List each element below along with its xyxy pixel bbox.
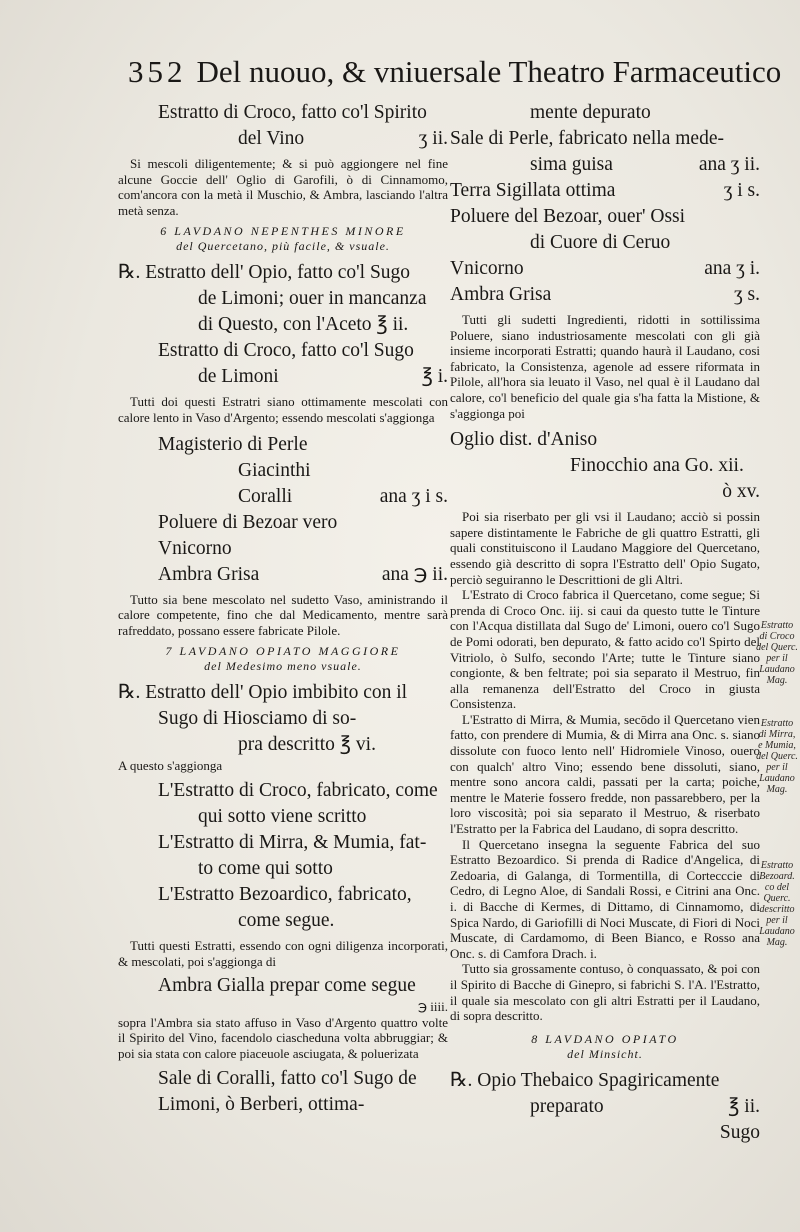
ingredient: del Vino [238,128,305,149]
text-line: di Cuore di Ceruo [530,232,671,253]
section-heading [450,1032,760,1047]
paragraph: sopra l'Ambra sia stato affuso in Vaso d'Argento quattro volte il Spirito del Vino, facendolo ciascheduna volta abbruggiar; & poi sia stata con calore piaceuole asciugata, & poluerizata [118,1014,448,1061]
text-line: Giacinthi [238,459,311,481]
text-line [118,484,448,510]
text-line: Sale di Perle, fabricato nella mede- [450,128,724,149]
text-line [450,152,760,178]
paragraph: L'Estratto di Mirra, & Mumia, secōdo il Quercetano vien fatto, con prendere di Mumia, & di Mirra ana Onc. s. siano dissolute con fuoco lento nell' Hidromiele Vinoso, ouero con qualch' altro Vino; essendo bene dissoluti, siano, mentre sono ancora caldi, passati per la carta; poiche, mentre le Materie fossero fredde, non passarebbero, per la loro viscosità; poi sia separato il Mestruo, & riserbato l'Estratto per la Fabrica del Laudano, di sopra descritto. [450,711,760,837]
text-line [118,126,448,152]
text-line: Finocchio ana Go. xii. [570,455,744,477]
paragraph: Tutti gli sudetti Ingredienti, ridotti in sottilissima Poluere, siano industriosamente mescolati con gli già insieme incorporati Estratti; quando haurà il Laudano, cosi fabricato, la Consistenza, agenole ad essere riformata in Pilole, all'hora sia leuato il Vaso, nel qual è il Laudano dal calore, co'l beneficio del quale gia s'ha fatta la Mistione, & s'aggionga poi [450,312,760,421]
text-line: ℞. Opio Thebaico Spagiricamente [450,1069,720,1091]
margin-note: Estratto di Croco del Querc. per il Laudano Mag. [756,620,798,686]
text-line: L'Estratto Bezoardico, fabricato, [158,883,412,905]
paragraph: Poi sia riserbato per gli vsi il Laudano; acciò si possin sapere distintamente le Fabriche de gli quattro Estratti, gli quali constituiscono il Laudano Maggiore del Quercetano, essendo già descritto di sopra l'Estratto dell' Opio Sugato, perciò seguiranno le Descrittioni de gli Altri. [450,509,760,587]
section-heading [118,644,448,659]
quantity: ℥ i. [421,366,448,388]
paragraph: L'Estrato di Croco fabrica il Quercetano, come segue; Si prenda di Croco Onc. iij. si caui da questo tutte le Tinture con l'Acqua distillata dal Sugo de' Limoni, ouero co'l Sugo de Pomi odorati, ben depurato, & fatto acido co'l Spirto del Vitriolo, ò Sulfo, secondo l'Arte; tutte le Tinture siano congionte, & ben feltrate; poi sia separato il Mestruo, fin alla remanenza dell'Estratto del Croco in giusta Consistenza. [450,587,760,712]
text-line [450,256,760,282]
text-line: Oglio dist. d'Aniso [450,429,598,451]
text-line: ℞. Estratto dell' Opio, fatto co'l Sugo [118,262,411,284]
text-line: Magisterio di Perle [158,433,308,455]
quantity: ana ʒ i. [704,258,760,279]
quantity: ʒ s. [734,284,760,305]
text-line: Vnicorno [158,537,232,559]
page-number: 352 [128,54,187,89]
text-line: mente depurato [530,102,651,123]
section-subtitle: del Minsicht. [567,1046,643,1061]
text-line: come segue. [238,909,335,931]
ingredient: de Limoni [198,366,279,388]
paragraph: Tutto sia bene mescolato nel sudetto Vaso, aministrando il calore competente, fino che dal Medicamento, mentre sarà rafreddato, possano essere fabricate Pilole. [118,591,448,638]
ingredient: Terra Sigillata ottima [450,180,616,201]
catchword: Sugo [719,1121,760,1143]
ingredient: sima guisa [530,154,613,175]
margin-note: Estratto di Mirra, e Mumia, del Querc. per il Laudano Mag. [756,718,798,795]
text-line: L'Estratto di Mirra, & Mumia, fat- [158,831,427,853]
text-line: qui sotto viene scritto [198,805,367,827]
text-line: Poluere del Bezoar, ouer' Ossi [450,206,686,227]
quantity: ʒ i s. [723,180,760,201]
text-line: de Limoni; ouer in mancanza [198,288,427,310]
ingredient: preparato [530,1095,604,1117]
paragraph: Si mescoli diligentemente; & si può aggiongere nel fine alcune Goccie dell' Oglio di Garofili, ò di Cinnamomo, com'ancora con la metà il Muschio, & Ambra, lasciando l'altra metà senza. [118,156,448,218]
paragraph: Tutti questi Estratti, essendo con ogni diligenza incorporati, & mescolati, poi s'aggionga di [118,937,448,969]
text-line [450,282,760,308]
text-line: ℞. Estratto dell' Opio imbibito con il [118,682,408,704]
section-title: 7 LAVDANO OPIATO MAGGIORE [165,644,401,659]
page-header [128,50,782,94]
running-title: Del nuouo, & vniuersale Theatro Farmaceutico [196,54,782,89]
text-line [450,1094,760,1120]
text-line: Limoni, ò Berberi, ottima- [158,1093,365,1115]
ingredient: Coralli [238,485,293,507]
quantity: ana ℈ ii. [381,563,448,585]
section-title: 6 LAVDANO NEPENTHES MINORE [160,224,406,239]
ingredient: Ambra Grisa [450,284,552,305]
text-line: L'Estratto di Croco, fabricato, come [158,779,438,801]
text-line: Poluere di Bezoar vero [158,511,338,533]
section-title: 8 LAVDANO OPIATO [531,1031,679,1046]
text-line [118,364,448,390]
quantity: ana ʒ i s. [379,485,448,507]
text-line: di Questo, con l'Aceto ℥ ii. [198,314,409,336]
text-line: to come qui sotto [198,857,333,879]
text-line: A questo s'aggionga [118,758,223,774]
quantity: ana ʒ ii. [698,154,760,175]
text-line: Estratto di Croco, fatto co'l Sugo [158,340,414,362]
margin-note: Estratto Bezoard. co del Querc. descritto per il Laudano Mag. [759,860,795,948]
quantity: ʒ ii. [418,128,448,149]
paragraph: Tutto sia grossamente contuso, ò conquassato, & poi con il Spirito di Bacche di Ginepro, si fabrichi S. l'A. l'Estratto, il quale sia mescolato con gli altri Estratti per il Laudano, di sopra descritto. [450,961,760,1024]
text-line: ò xv. [722,481,760,503]
section-subtitle: del Quercetano, più facile, & vsuale. [176,239,390,254]
paragraph: Il Quercetano insegna la seguente Fabrica del suo Estratto Bezoardico. Si prenda di Radice d'Angelica, di Zedoaria, di Galanga, di Tormentilla, di Cortecccie di Cedro, di Legno Aloe, di Sandali Rossi, e Citrini ana Onc. i. di Bacche di Kermes, di Dittamo, di Cinnamomo, di Spica Nardo, di Gariofilli di Noci Muscate, di Fiori di Noci Muscate, di Cardamomo, di Been Bianco, e Rosso ana Onc. s. di Camfora Drach. i. [450,836,760,961]
text-line: Estratto di Croco, fatto co'l Spirito [158,102,427,123]
text-line: pra descritto ℥ vi. [238,734,376,756]
quantity: ℈ iiii. [417,999,448,1015]
ingredient: Ambra Grisa [158,563,260,585]
ingredient: Vnicorno [450,258,524,279]
left-column [118,100,448,1118]
text-line [450,178,760,204]
section-heading [118,224,448,239]
text-line [118,562,448,588]
section-subtitle: del Medesimo meno vsuale. [204,659,362,674]
right-column [450,100,760,1146]
text-line: Ambra Gialla prepar come segue [158,975,416,997]
text-line: Sugo di Hiosciamo di so- [158,708,357,730]
quantity: ℥ ii. [728,1095,760,1117]
paragraph: Tutti doi questi Estratri siano ottimamente mescolati con calore lento in Vaso d'Argento; essendo mescolati s'aggionga [118,394,448,425]
text-line: Sale di Coralli, fatto co'l Sugo de [158,1067,417,1089]
